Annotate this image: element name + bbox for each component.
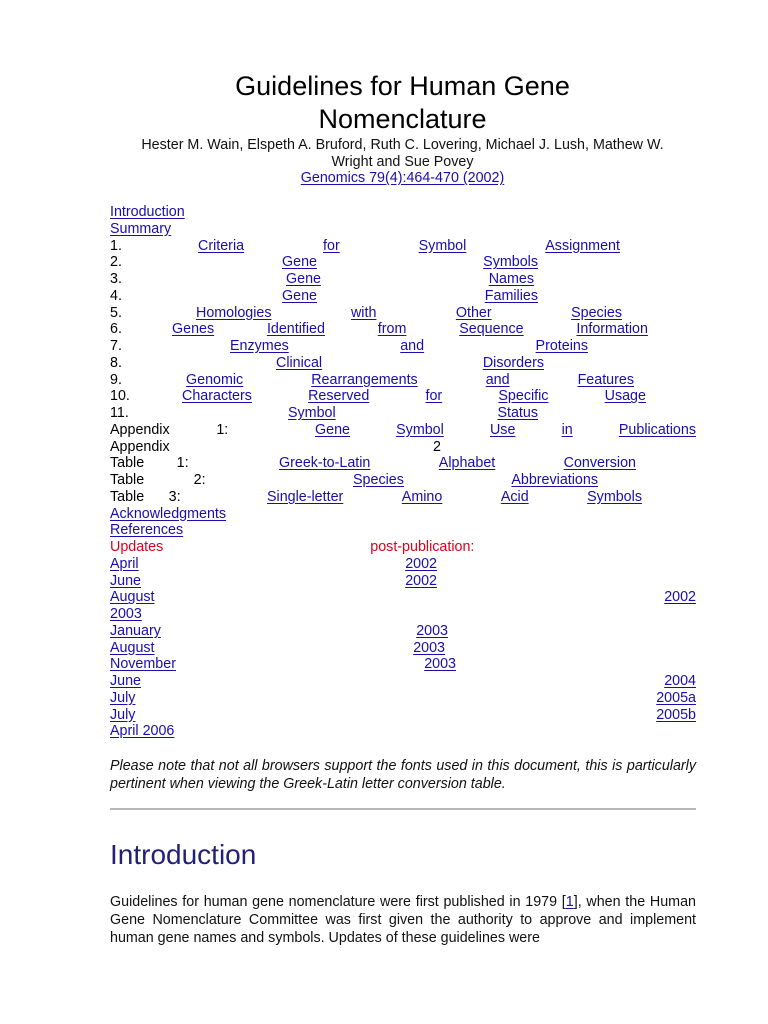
update-year: 2005a [656,689,696,706]
toc-section-number: 9. [110,371,122,388]
document-title-line-1: Guidelines for Human Gene [235,71,570,101]
update-month: April 2006 [110,723,175,740]
toc-appendix-2 [110,439,696,456]
toc-section-3 [110,271,696,288]
updates-label: Updates [110,539,164,555]
intro-text-start: Guidelines for human gene nomenclature were first published in 1979 [ [110,894,566,910]
toc-section-1 [110,238,696,255]
toc-section-link[interactable] [288,405,538,422]
toc-link-word: Single-letter [267,488,344,505]
toc-section-link[interactable] [182,388,646,405]
browser-font-note: Please note that not all browsers support the fonts used in this document, this is particularly pertinent when viewing the Greek-Latin letter conversion table. [110,758,696,792]
toc-section-link[interactable] [186,372,634,389]
update-year: 2004 [664,673,696,689]
toc-section-link[interactable] [282,254,538,271]
toc-link-word: Greek-to-Latin [279,455,371,472]
toc-section-word: Names [488,271,534,287]
toc-section-word: Gene [286,271,321,287]
toc-appendix-1 [110,422,696,439]
toc-section-word: Status [497,405,538,421]
toc-link-table-2[interactable] [353,472,598,489]
toc-link-word: Conversion [563,455,636,472]
appendix-2-number: 2 [433,438,441,455]
update-month: November [110,656,176,673]
toc-section-number: 5. [110,304,122,321]
toc-link-word: Alphabet [438,455,496,472]
document-title-line-2: Nomenclature [318,104,487,134]
table-1-label: Table [110,455,145,472]
update-month: April [110,555,139,572]
update-year: 2002 [664,589,696,606]
update-link[interactable] [110,556,437,573]
update-month: June [110,673,142,689]
update-month: August [110,589,155,606]
toc-link-word: Symbol [396,421,444,438]
toc-section-number: 3. [110,271,122,287]
update-month: January [110,622,161,639]
toc-section-word: Symbol [288,405,336,421]
table-2-number: 2: [193,472,206,488]
toc-section-5 [110,305,696,322]
toc-section-2 [110,254,696,271]
toc-section-10 [110,388,696,405]
update-link[interactable] [110,690,696,707]
update-link[interactable] [110,606,142,623]
toc-link-summary[interactable]: Summary [110,220,172,237]
toc-section-word: Genomic [186,371,244,388]
update-year: 2002 [405,555,437,572]
update-year: 2003 [416,622,448,639]
update-month: July [110,706,136,723]
toc-section-word: Enzymes [230,338,289,354]
toc-section-word: Reserved [308,388,370,405]
toc-section-word: Clinical [276,354,323,371]
section-heading-introduction: Introduction [110,839,257,870]
toc-section-word: Specific [498,388,549,405]
toc-link-word: Abbreviations [511,472,598,488]
toc-section-word: Rearrangements [311,371,418,388]
table-of-contents [110,204,696,740]
table-1-number: 1: [176,455,189,472]
horizontal-divider [110,808,696,810]
toc-table-2 [110,472,696,489]
toc-section-word: Homologies [196,304,272,321]
toc-link-references[interactable]: References [110,522,184,539]
toc-section-word: and [485,371,510,388]
toc-section-word: Assignment [545,237,620,254]
toc-section-7 [110,338,696,355]
toc-section-word: Symbol [418,237,467,254]
toc-section-word: Disorders [482,354,544,371]
toc-section-9 [110,372,696,389]
table-3-label: Table [110,488,145,505]
toc-section-word: Characters [182,388,252,405]
toc-section-word: Identified [266,321,325,338]
update-link[interactable] [110,673,696,690]
reference-link-1[interactable]: 1 [565,894,574,910]
update-link[interactable] [110,573,437,590]
update-link[interactable] [110,589,696,606]
toc-link-word: Amino [401,488,443,505]
toc-section-number: 1. [110,237,122,254]
toc-link-word: in [561,421,573,438]
update-year: 2003 [424,656,456,673]
toc-section-link[interactable] [198,238,620,255]
toc-section-link[interactable] [230,338,588,355]
toc-section-word: Symbols [483,254,538,271]
toc-section-link[interactable] [172,321,648,338]
introduction-paragraph [110,893,696,947]
toc-table-1 [110,455,696,472]
toc-link-word: Acid [500,488,529,505]
toc-section-word: Information [576,321,648,338]
toc-section-word: Genes [172,321,215,338]
toc-section-word: Proteins [535,338,588,354]
update-year: 2002 [405,572,437,589]
toc-section-4 [110,288,696,305]
toc-section-word: Usage [604,388,646,405]
toc-section-link[interactable] [196,305,622,322]
toc-link-acknowledgments[interactable]: Acknowledgments [110,505,227,522]
toc-section-word: from [377,321,407,338]
update-year: 2003 [413,639,445,656]
toc-section-word: Sequence [459,321,524,338]
intro-text-end: ], when the Human Gene Nomenclature Committee was first given the authority to approve and implement human gene names and symbols. Updates of these guidelines were [110,894,696,946]
toc-section-number: 10. [110,388,130,405]
toc-section-word: Families [484,287,538,304]
updates-post-publication: post-publication: [370,539,475,555]
toc-section-word: for [425,388,443,405]
update-month: July [110,689,136,706]
update-link[interactable] [110,640,445,657]
toc-section-6 [110,321,696,338]
update-year: 2005b [656,706,696,723]
appendix-2-label: Appendix [110,438,170,455]
toc-section-link[interactable] [286,271,534,288]
toc-section-word: Other [455,304,492,321]
appendix-1-label: Appendix [110,421,170,438]
toc-link-table-3[interactable] [267,489,642,506]
update-link[interactable] [110,623,448,640]
toc-section-link[interactable] [282,288,538,305]
toc-section-number: 2. [110,254,122,271]
table-3-number: 3: [168,488,181,505]
toc-link-word: Gene [315,421,350,438]
update-month: June [110,572,142,589]
toc-section-number: 4. [110,287,122,304]
toc-section-word: Criteria [198,237,245,254]
toc-section-word: Gene [282,254,317,271]
toc-link-word: Publications [618,421,696,438]
toc-section-number: 8. [110,354,122,371]
toc-link-appendix-1[interactable] [315,422,696,439]
toc-section-word: for [323,237,340,254]
table-2-label: Table [110,472,145,488]
toc-section-word: Species [571,304,622,321]
toc-section-8 [110,355,696,372]
toc-section-number: 6. [110,321,122,338]
toc-link-word: Symbols [587,488,642,505]
toc-section-number: 7. [110,338,122,354]
toc-section-word: and [400,338,425,354]
toc-section-word: Features [577,371,634,388]
toc-link-table-1[interactable] [279,455,636,472]
toc-link-word: Species [353,472,404,488]
toc-section-link[interactable] [276,355,544,372]
authors-line-2: Wright and Sue Povey [331,154,474,170]
toc-section-word: Gene [282,287,317,304]
update-month: August [110,639,155,656]
citation-link[interactable]: Genomics 79(4):464-470 (2002) [300,170,505,186]
update-link[interactable] [110,707,696,724]
authors-line-1: Hester M. Wain, Elspeth A. Bruford, Ruth C. Lovering, Michael J. Lush, Mathew W. [141,137,664,153]
update-link[interactable] [110,723,174,740]
toc-table-3 [110,489,696,506]
update-month: 2003 [110,606,142,622]
toc-link-introduction[interactable]: Introduction [110,204,185,220]
toc-link-word: Use [489,421,516,438]
appendix-1-number: 1: [216,421,229,438]
toc-section-11 [110,405,696,422]
update-link[interactable] [110,656,456,673]
toc-section-number: 11. [110,405,129,421]
toc-section-word: with [350,304,377,321]
